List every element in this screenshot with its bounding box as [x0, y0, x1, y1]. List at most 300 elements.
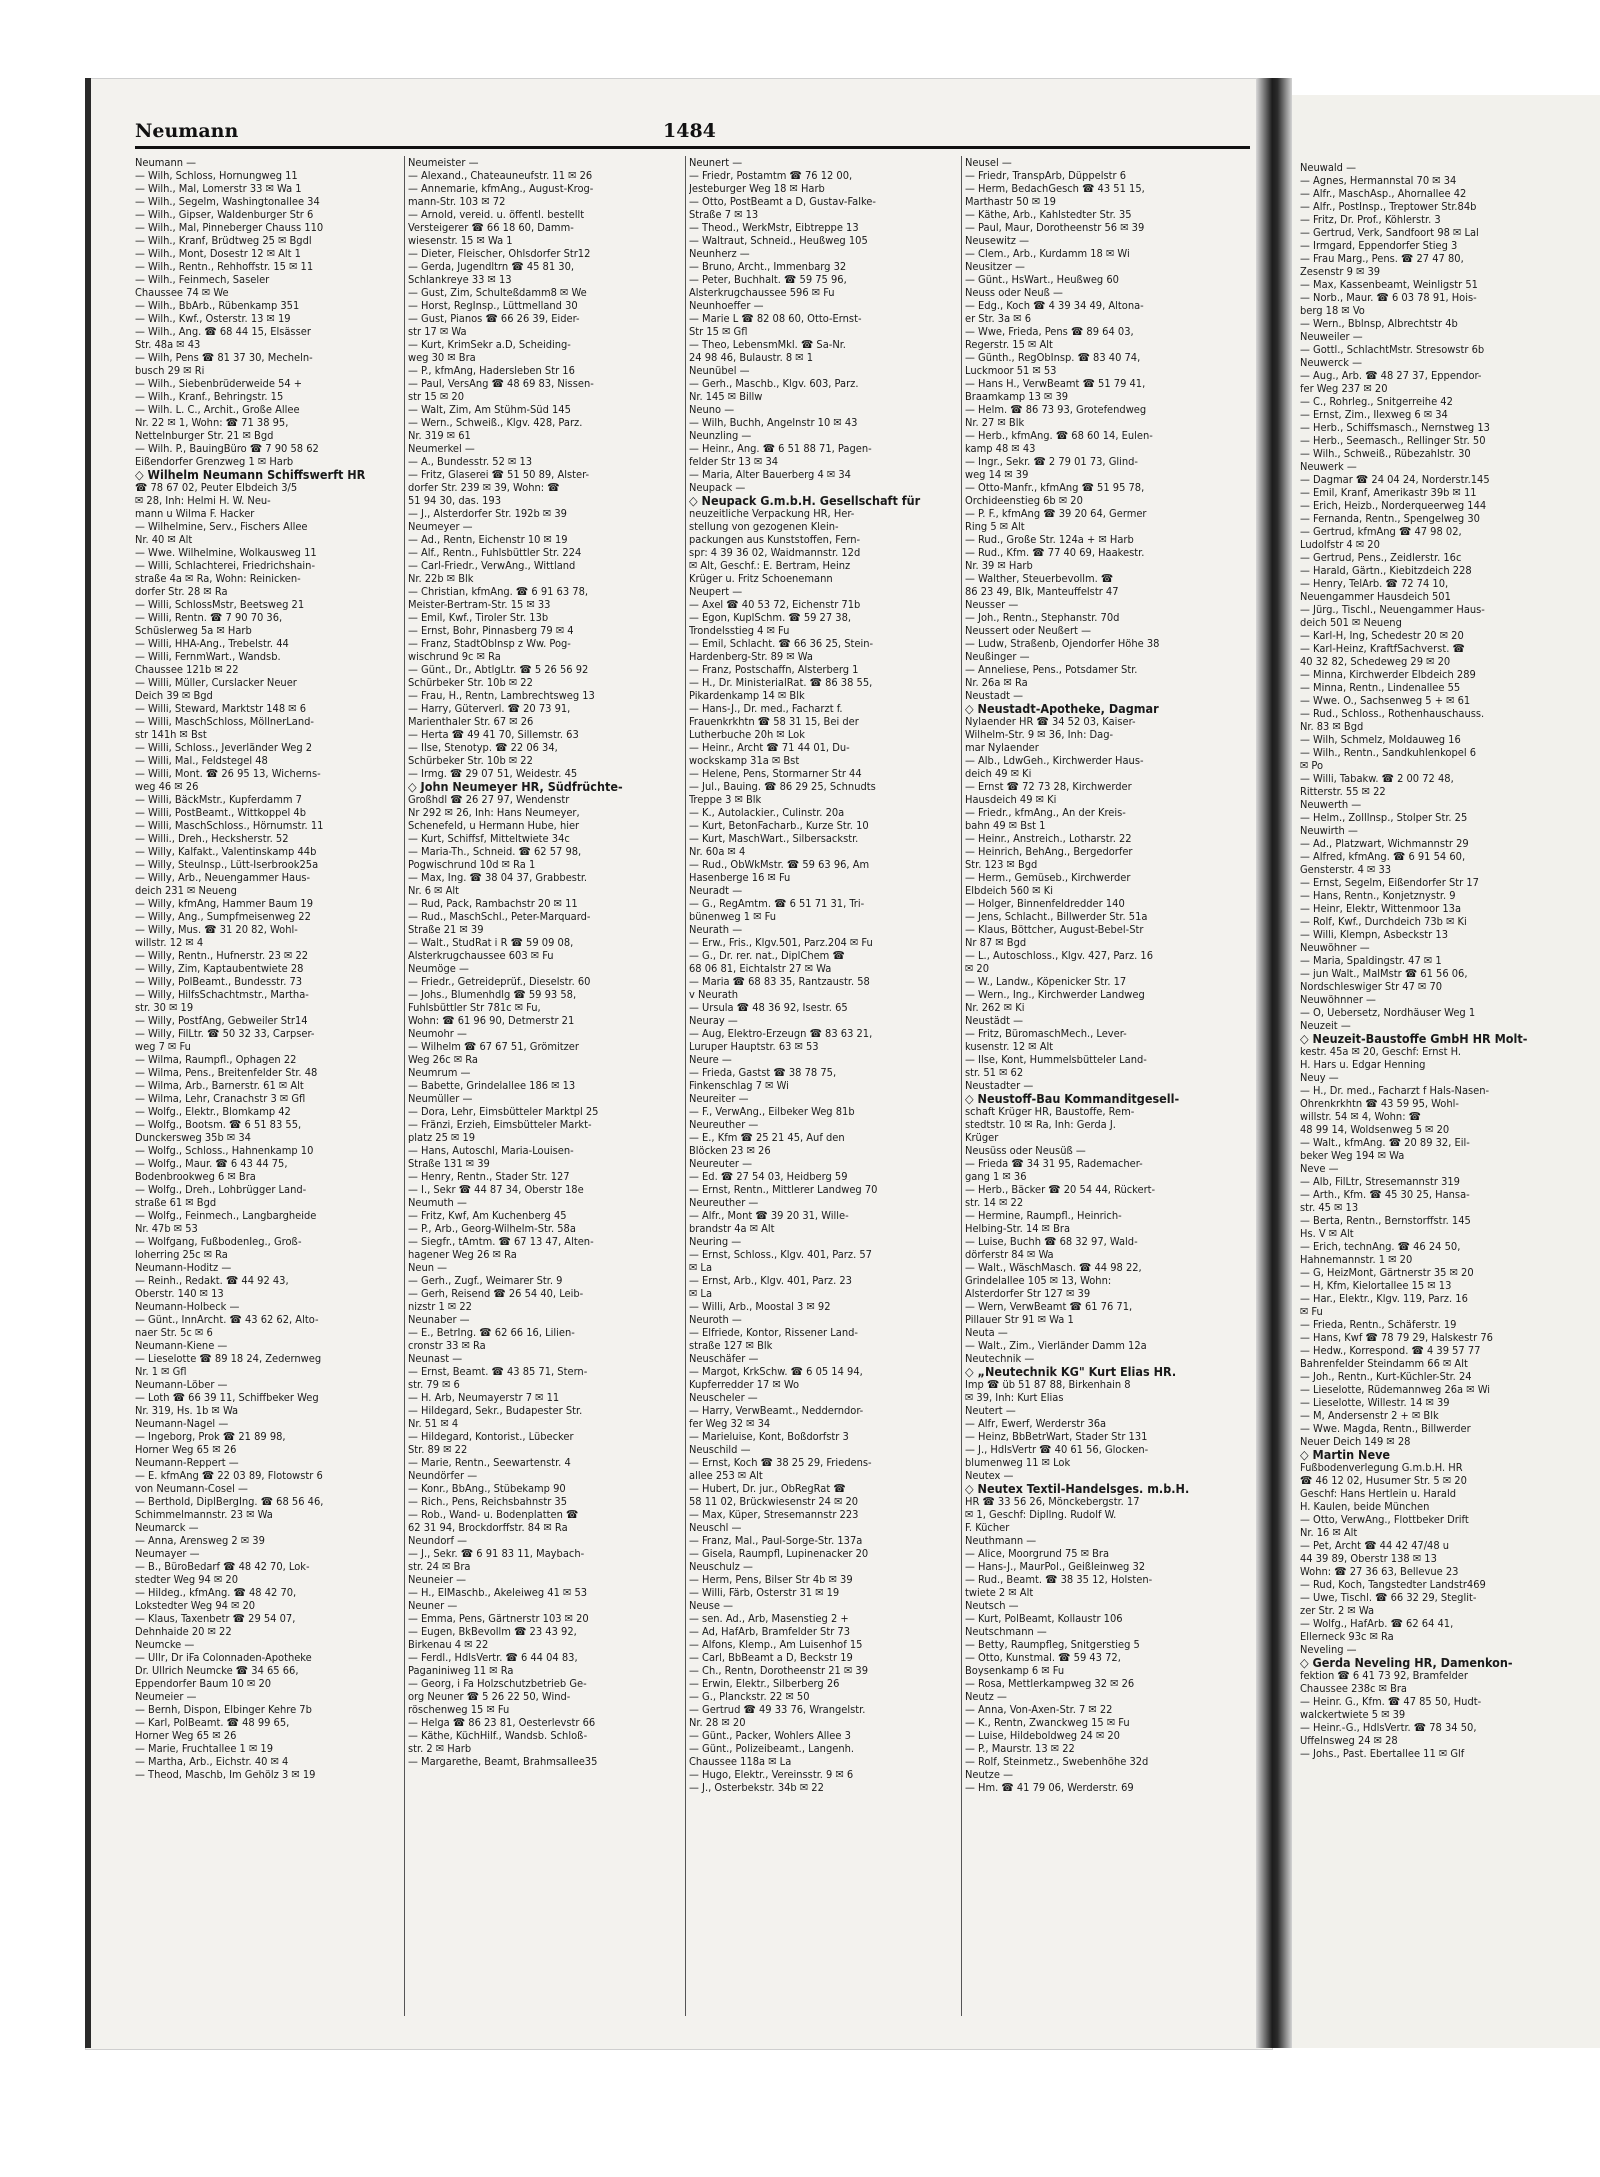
- directory-entry-line: — Erwin, Elektr., Silberberg 26: [689, 1677, 840, 1690]
- directory-entry-line: — Herb., Schiffsmasch., Nernstweg 13: [1300, 421, 1490, 434]
- directory-entry-line: Neuring —: [689, 1235, 742, 1248]
- directory-entry-line: Neureuther —: [689, 1196, 759, 1209]
- directory-entry-line: — Anna, Von-Axen-Str. 7 ✉ 22: [965, 1703, 1113, 1716]
- directory-entry-line: Nr. 6 ✉ Alt: [408, 884, 460, 897]
- header-surname: Neumann: [135, 120, 239, 142]
- directory-entry-line: — Karl, PolBeamt. ☎ 48 99 65,: [135, 1716, 290, 1729]
- directory-entry-line: — Maria, Alter Bauerberg 4 ✉ 34: [689, 468, 851, 481]
- directory-entry-line: — Kurt, BetonFacharb., Kurze Str. 10: [689, 819, 869, 832]
- directory-entry-line: Neumann-Holbeck —: [135, 1300, 240, 1313]
- directory-entry-line: — Wern., Ing., Kirchwerder Landweg: [965, 988, 1145, 1001]
- directory-entry-line: str. 30 ✉ 19: [135, 1001, 194, 1014]
- directory-entry-line: Neuwöhner —: [1300, 941, 1370, 954]
- directory-entry-line: — G., RegAmtm. ☎ 6 51 71 31, Tri-: [689, 897, 865, 910]
- directory-entry-line: — Margot, KrkSchw. ☎ 6 05 14 94,: [689, 1365, 863, 1378]
- directory-entry-line: — Otto, PostBeamt a D, Gustav-Falke-: [689, 195, 876, 208]
- directory-entry-line: — Wolfg., Elektr., Blomkamp 42: [135, 1105, 291, 1118]
- directory-entry-line: Boysenkamp 6 ✉ Fu: [965, 1664, 1065, 1677]
- directory-entry-line: — Carl, BbBeamt a D, Beckstr 19: [689, 1651, 853, 1664]
- directory-entry-line: Ohrenkrkhtn ☎ 43 59 95, Wohl-: [1300, 1097, 1459, 1110]
- directory-entry-line: cronstr 33 ✉ Ra: [408, 1339, 486, 1352]
- directory-entry-line: Lokstedter Weg 94 ✉ 20: [135, 1599, 256, 1612]
- directory-entry-line: — Walt., StudRat i R ☎ 59 09 08,: [408, 936, 574, 949]
- directory-entry-line: Neuwirth —: [1300, 824, 1358, 837]
- directory-entry-line: — Wilma, Raumpfl., Ophagen 22: [135, 1053, 297, 1066]
- directory-entry-line: — Willy, FilLtr. ☎ 50 32 33, Carpser-: [135, 1027, 315, 1040]
- directory-entry-line: — Alfr., PostInsp., Treptower Str.84b: [1300, 200, 1477, 213]
- directory-entry-line: Hausdeich 49 ✉ Ki: [965, 793, 1057, 806]
- directory-entry-line: Neustadt —: [965, 689, 1024, 702]
- directory-entry-line: Chaussee 238c ✉ Bra: [1300, 1682, 1407, 1695]
- directory-entry-line: Bodenbrookweg 6 ✉ Bra: [135, 1170, 256, 1183]
- directory-entry-line: Neunzling —: [689, 429, 752, 442]
- directory-entry-line: — I., Sekr ☎ 44 87 34, Oberstr 18e: [408, 1183, 584, 1196]
- directory-entry-line: straße 4a ✉ Ra, Wohn: Reinicken-: [135, 572, 301, 585]
- directory-entry-line: — Ernst, Koch ☎ 38 25 29, Friedens-: [689, 1456, 872, 1469]
- directory-entry-line: Neuse —: [689, 1599, 734, 1612]
- directory-entry-line: — Wilh., BbArb., Rübenkamp 351: [135, 299, 300, 312]
- directory-entry-line: — Ernst, Bohr, Pinnasberg 79 ✉ 4: [408, 624, 574, 637]
- directory-entry-line: Neumrum —: [408, 1066, 471, 1079]
- directory-entry-line: — Herta ☎ 49 41 70, Sillemstr. 63: [408, 728, 579, 741]
- directory-entry-line: — Marie, Fruchtallee 1 ✉ 19: [135, 1742, 274, 1755]
- directory-entry-line: — Maria-Th., Schneid. ☎ 62 57 98,: [408, 845, 582, 858]
- adjacent-page-column: [1300, 161, 1592, 2041]
- directory-entry-line: ◇ Neupack G.m.b.H. Gesellschaft für: [689, 494, 921, 507]
- directory-entry-line: Schürbeker Str. 10b ✉ 22: [408, 754, 533, 767]
- directory-entry-line: stedtstr. 10 ✉ Ra, Inh: Gerda J.: [965, 1118, 1116, 1131]
- directory-entry-line: Neumann-Hoditz —: [135, 1261, 232, 1274]
- directory-entry-line: Neutert —: [965, 1404, 1016, 1417]
- directory-entry-line: ✉ 20: [965, 962, 990, 975]
- directory-entry-line: — Günt., Packer, Wohlers Allee 3: [689, 1729, 851, 1742]
- directory-entry-line: — Hans-J., MaurPol., Geißleinweg 32: [965, 1560, 1146, 1573]
- directory-entry-line: — Ad., Platzwart, Wichmannstr 29: [1300, 837, 1469, 850]
- directory-entry-line: — Frieda, Rentn., Schäferstr. 19: [1300, 1318, 1457, 1331]
- directory-entry-line: Hs. V ✉ Alt: [1300, 1227, 1354, 1240]
- directory-entry-line: Neumeyer —: [408, 520, 473, 533]
- directory-entry-line: ◇ John Neumeyer HR, Südfrüchte-: [408, 780, 623, 793]
- directory-entry-line: — Wilh., Mal, Pinneberger Chauss 110: [135, 221, 324, 234]
- directory-entry-line: — G., Dr. rer. nat., DiplChem ☎: [689, 949, 845, 962]
- directory-entry-line: — Herb., Bäcker ☎ 20 54 44, Rückert-: [965, 1183, 1156, 1196]
- directory-entry-line: Neun —: [408, 1261, 448, 1274]
- directory-entry-line: Zesenstr 9 ✉ 39: [1300, 265, 1381, 278]
- directory-entry-line: Neuy —: [1300, 1071, 1339, 1084]
- book-binding: [1256, 78, 1292, 2048]
- directory-entry-line: Neutsch —: [965, 1599, 1019, 1612]
- directory-entry-line: — Ernst ☎ 72 73 28, Kirchwerder: [965, 780, 1132, 793]
- directory-entry-line: brandstr 4a ✉ Alt: [689, 1222, 775, 1235]
- directory-entry-line: Fuhlsbüttler Str 781c ✉ Fu,: [408, 1001, 541, 1014]
- directory-entry-line: Neumerkel —: [408, 442, 475, 455]
- directory-entry-line: — Berta, Rentn., Bernstorffstr. 145: [1300, 1214, 1471, 1227]
- directory-entry-line: — Max, Ing. ☎ 38 04 37, Grabbestr.: [408, 871, 588, 884]
- directory-entry-line: — Frau Marg., Pens. ☎ 27 47 80,: [1300, 252, 1464, 265]
- directory-entry-line: — Johs., Past. Ebertallee 11 ✉ Glf: [1300, 1747, 1465, 1760]
- directory-entry-line: Neumann-Nagel —: [135, 1417, 229, 1430]
- directory-entry-line: — Lieselotte, Willestr. 14 ✉ 39: [1300, 1396, 1450, 1409]
- directory-entry-line: — Wilh., Segelm, Washingtonallee 34: [135, 195, 320, 208]
- directory-entry-line: — Gerh., Zugf., Weimarer Str. 9: [408, 1274, 563, 1287]
- directory-entry-line: Neunaber —: [408, 1313, 470, 1326]
- directory-entry-line: — Friedr, TranspArb, Düppelstr 6: [965, 169, 1126, 182]
- directory-entry-line: — H., Dr. MinisterialRat. ☎ 86 38 55,: [689, 676, 873, 689]
- directory-entry-line: — Clem., Arb., Kurdamm 18 ✉ Wi: [965, 247, 1130, 260]
- directory-entry-line: — Hedw., Korrespond. ☎ 4 39 57 77: [1300, 1344, 1481, 1357]
- directory-entry-line: Schimmelmannstr. 23 ✉ Wa: [135, 1508, 273, 1521]
- directory-entry-line: Neumarck —: [135, 1521, 199, 1534]
- directory-entry-line: str. 45 ✉ 13: [1300, 1201, 1359, 1214]
- directory-entry-line: Alsterdorfer Str 127 ✉ 39: [965, 1287, 1091, 1300]
- directory-entry-line: — Eugen, BkBevollm ☎ 23 43 92,: [408, 1625, 577, 1638]
- directory-entry-line: — Ilse, Stenotyp. ☎ 22 06 34,: [408, 741, 558, 754]
- directory-entry-line: ✉ 28, Inh: Helmi H. W. Neu-: [135, 494, 271, 507]
- directory-entry-line: — Loth ☎ 66 39 11, Schiffbeker Weg: [135, 1391, 319, 1404]
- directory-entry-line: — Betty, Raumpfleg, Snitgerstieg 5: [965, 1638, 1140, 1651]
- directory-entry-line: mann-Str. 103 ✉ 72: [408, 195, 506, 208]
- directory-entry-line: Lutherbuche 20h ✉ Lok: [689, 728, 805, 741]
- directory-entry-line: — Willi, Schlachterei, Friedrichshain-: [135, 559, 316, 572]
- directory-entry-line: — Günth., RegObInsp. ☎ 83 40 74,: [965, 351, 1141, 364]
- directory-entry-line: Nr. 40 ✉ Alt: [135, 533, 193, 546]
- directory-entry-line: Hahnemannstr. 1 ✉ 20: [1300, 1253, 1413, 1266]
- directory-entry-line: — Willi, Klempn, Asbeckstr 13: [1300, 928, 1448, 941]
- directory-entry-line: Gensterstr. 4 ✉ 33: [1300, 863, 1392, 876]
- directory-entry-line: Finkenschlag 7 ✉ Wi: [689, 1079, 789, 1092]
- directory-entry-line: ◇ „Neutechnik KG" Kurt Elias HR.: [965, 1365, 1177, 1378]
- directory-entry-line: Straße 7 ✉ 13: [689, 208, 759, 221]
- directory-entry-line: — Waltraut, Schneid., Heußweg 105: [689, 234, 868, 247]
- directory-entry-line: — Friedr., Getreideprüf., Dieselstr. 60: [408, 975, 591, 988]
- directory-entry-line: Neumohr —: [408, 1027, 467, 1040]
- directory-entry-line: — Norb., Maur. ☎ 6 03 78 91, Hois-: [1300, 291, 1477, 304]
- directory-entry-line: Neuss oder Neuß —: [965, 286, 1063, 299]
- directory-entry-line: — Henry, Rentn., Stader Str. 127: [408, 1170, 570, 1183]
- directory-entry-line: — Georg, i Fa Holzschutzbetrieb Ge-: [408, 1677, 587, 1690]
- directory-entry-line: — Heinr.-G., HdlsVertr. ☎ 78 34 50,: [1300, 1721, 1477, 1734]
- directory-entry-line: Schlankreye 33 ✉ 13: [408, 273, 512, 286]
- directory-entry-line: fer Weg 32 ✉ 34: [689, 1417, 771, 1430]
- directory-entry-line: gang 1 ✉ 36: [965, 1170, 1027, 1183]
- directory-entry-line: — Käthe, Arb., Kahlstedter Str. 35: [965, 208, 1132, 221]
- directory-entry-line: Neuengammer Hausdeich 501: [1300, 590, 1451, 603]
- page-header: [135, 120, 1245, 146]
- directory-entry-line: allee 253 ✉ Alt: [689, 1469, 763, 1482]
- directory-entry-line: — Heinr. G., Kfm. ☎ 47 85 50, Hudt-: [1300, 1695, 1482, 1708]
- directory-entry-line: straße 127 ✉ Blk: [689, 1339, 773, 1352]
- directory-entry-line: — Gerh., Maschb., Klgv. 603, Parz.: [689, 377, 859, 390]
- directory-entry-line: — Hans, Kwf ☎ 78 79 29, Halskestr 76: [1300, 1331, 1493, 1344]
- directory-entry-line: — Heinz, BbBetrWart, Stader Str 131: [965, 1430, 1148, 1443]
- directory-entry-line: — J., Sekr. ☎ 6 91 83 11, Maybach-: [408, 1547, 585, 1560]
- directory-entry-line: — Gertrud, kfmAng ☎ 47 98 02,: [1300, 525, 1462, 538]
- directory-entry-line: — Holger, Binnenfeldredder 140: [965, 897, 1125, 910]
- directory-entry-line: — Lieselotte, Rüdemannweg 26a ✉ Wi: [1300, 1383, 1490, 1396]
- directory-entry-line: Nr. 28 ✉ 20: [689, 1716, 746, 1729]
- directory-entry-line: — Margarethe, Beamt, Brahmsallee35: [408, 1755, 598, 1768]
- directory-entry-line: — Wilh, Buchh, Angelnstr 10 ✉ 43: [689, 416, 858, 429]
- directory-entry-line: ☎ 78 67 02, Peuter Elbdeich 3/5: [135, 481, 298, 494]
- directory-entry-line: — Kurt, KrimSekr a.D, Scheiding-: [408, 338, 571, 351]
- directory-entry-line: Nr. 319, Hs. 1b ✉ Wa: [135, 1404, 239, 1417]
- directory-entry-line: — Franz, StadtOblnsp z Ww. Pog-: [408, 637, 571, 650]
- directory-entry-line: stellung von gezogenen Klein-: [689, 520, 839, 533]
- directory-entry-line: Krüger: [965, 1131, 999, 1144]
- directory-entry-line: Hardenberg-Str. 89 ✉ Wa: [689, 650, 813, 663]
- directory-entry-line: — Willy, Arb., Neuengammer Haus-: [135, 871, 311, 884]
- directory-entry-line: — P., Arb., Georg-Wilhelm-Str. 58a: [408, 1222, 576, 1235]
- directory-entry-line: Oberstr. 140 ✉ 13: [135, 1287, 224, 1300]
- directory-entry-line: — Helga ☎ 86 23 81, Oesterlevstr 66: [408, 1716, 596, 1729]
- directory-entry-line: — Siegfr., tAmtm. ☎ 67 13 47, Alten-: [408, 1235, 594, 1248]
- directory-entry-line: Neuscheler —: [689, 1391, 758, 1404]
- directory-entry-line: — Willi, SchlossMstr, Beetsweg 21: [135, 598, 305, 611]
- directory-entry-line: — Gisela, Raumpfl, Lupinenacker 20: [689, 1547, 869, 1560]
- directory-entry-line: ◇ Neustadt-Apotheke, Dagmar: [965, 702, 1159, 715]
- directory-entry-line: Nylaender HR ☎ 34 52 03, Kaiser-: [965, 715, 1136, 728]
- directory-entry-line: Versteigerer ☎ 66 18 60, Damm-: [408, 221, 574, 234]
- directory-entry-line: mar Nylaender: [965, 741, 1039, 754]
- directory-entry-line: 58 11 02, Brückwiesenstr 24 ✉ 20: [689, 1495, 859, 1508]
- directory-entry-line: stedter Weg 94 ✉ 20: [135, 1573, 239, 1586]
- directory-entry-line: Neumuth —: [408, 1196, 467, 1209]
- directory-entry-line: Wilhelm-Str. 9 ✉ 36, Inh: Dag-: [965, 728, 1114, 741]
- directory-entry-line: Neureuter —: [689, 1157, 753, 1170]
- directory-entry-line: — Walt., kfmAng. ☎ 20 89 32, Eil-: [1300, 1136, 1470, 1149]
- directory-entry-line: — M, Andersenstr 2 + ✉ Blk: [1300, 1409, 1439, 1422]
- directory-entry-line: — Alexand., Chateauneufstr. 11 ✉ 26: [408, 169, 593, 182]
- directory-entry-line: — H., ElMaschb., Akeleiweg 41 ✉ 53: [408, 1586, 588, 1599]
- directory-entry-line: — Otto, VerwAng., Flottbeker Drift: [1300, 1513, 1469, 1526]
- directory-entry-line: — Aug., Arb. ☎ 48 27 37, Eppendor-: [1300, 369, 1482, 382]
- directory-entry-line: kestr. 45a ✉ 20, Geschf: Ernst H.: [1300, 1045, 1462, 1058]
- directory-entry-line: — Rud., ObWkMstr. ☎ 59 63 96, Am: [689, 858, 870, 871]
- directory-entry-line: — Max, Küper, Stresemannstr 223: [689, 1508, 859, 1521]
- directory-entry-line: — Gust, Zim, Schulteßdamm8 ✉ We: [408, 286, 587, 299]
- directory-entry-line: — Alfons, Klemp., Am Luisenhof 15: [689, 1638, 863, 1651]
- directory-entry-line: Nr. 27 ✉ Blk: [965, 416, 1025, 429]
- directory-entry-line: v Neurath: [689, 988, 739, 1001]
- directory-entry-line: — Harry, VerwBeamt., Nedderndor-: [689, 1404, 864, 1417]
- directory-entry-line: Schürbeker Str. 10b ✉ 22: [408, 676, 533, 689]
- directory-entry-line: — Fernanda, Rentn., Spengelweg 30: [1300, 512, 1480, 525]
- directory-entry-line: Birkenau 4 ✉ 22: [408, 1638, 489, 1651]
- directory-entry-line: Chaussee 121b ✉ 22: [135, 663, 239, 676]
- directory-entry-line: — Max, Kassenbeamt, Weinligstr 51: [1300, 278, 1478, 291]
- directory-entry-line: — Wilh., Kwf., Osterstr. 13 ✉ 19: [135, 312, 291, 325]
- directory-entry-line: — Ludw, Straßenb, Ojendorfer Höhe 38: [965, 637, 1160, 650]
- directory-entry-line: Wohn: ☎ 27 36 63, Bellevue 23: [1300, 1565, 1459, 1578]
- directory-entry-line: — Ferdl., HdlsVertr. ☎ 6 44 04 83,: [408, 1651, 578, 1664]
- directory-entry-line: Horner Weg 65 ✉ 26: [135, 1729, 237, 1742]
- directory-entry-line: — Paul, VersAng ☎ 48 69 83, Nissen-: [408, 377, 594, 390]
- directory-entry-line: — Willy, kfmAng, Hammer Baum 19: [135, 897, 314, 910]
- directory-entry-line: Eppendorfer Baum 10 ✉ 20: [135, 1677, 272, 1690]
- directory-entry-line: Neuschäfer —: [689, 1352, 759, 1365]
- directory-entry-line: — Willi, BäckMstr., Kupferdamm 7: [135, 793, 302, 806]
- directory-entry-line: Neumcke —: [135, 1638, 195, 1651]
- directory-entry-line: — Friedr, Postamtm ☎ 76 12 00,: [689, 169, 853, 182]
- directory-entry-line: Neureiter —: [689, 1092, 749, 1105]
- directory-entry-line: packungen aus Kunststoffen, Fern-: [689, 533, 861, 546]
- directory-entry-line: — Wilh., Gipser, Waldenburger Str 6: [135, 208, 314, 221]
- directory-entry-line: — Willy, Ang., Sumpfmeisenweg 22: [135, 910, 311, 923]
- directory-entry-line: willstr. 54 ✉ 4, Wohn: ☎: [1300, 1110, 1422, 1123]
- directory-entry-line: Kupferredder 17 ✉ Wo: [689, 1378, 800, 1391]
- directory-entry-line: weg 14 ✉ 39: [965, 468, 1029, 481]
- directory-entry-line: — Alfr, Ewerf, Werderstr 36a: [965, 1417, 1107, 1430]
- directory-entry-line: str 17 ✉ Wa: [408, 325, 467, 338]
- directory-entry-line: — Dagmar ☎ 24 04 24, Norderstr.145: [1300, 473, 1490, 486]
- directory-entry-line: — Ch., Rentn, Dorotheenstr 21 ✉ 39: [689, 1664, 868, 1677]
- directory-entry-line: — Willi, Rentn. ☎ 7 90 70 36,: [135, 611, 283, 624]
- directory-entry-line: — Bruno, Archt., Immenbarg 32: [689, 260, 847, 273]
- directory-entry-line: Neunhoeffer —: [689, 299, 764, 312]
- directory-entry-line: Weg 26c ✉ Ra: [408, 1053, 478, 1066]
- directory-entry-line: Dehnhaide 20 ✉ 22: [135, 1625, 232, 1638]
- directory-entry-line: 24 98 46, Bulaustr. 8 ✉ 1: [689, 351, 814, 364]
- directory-entry-line: — Heinrich, BehAng., Bergedorfer: [965, 845, 1133, 858]
- directory-entry-line: Nr. 16 ✉ Alt: [1300, 1526, 1358, 1539]
- directory-entry-line: fer Weg 237 ✉ 20: [1300, 382, 1388, 395]
- directory-entry-line: mann u Wilma F. Hacker: [135, 507, 255, 520]
- directory-entry-line: Nr. 1 ✉ Gfl: [135, 1365, 187, 1378]
- directory-entry-line: deich 49 ✉ Ki: [965, 767, 1032, 780]
- directory-entry-line: — Wilh, Schloss, Hornungweg 11: [135, 169, 298, 182]
- directory-entry-line: ◇ Neutex Textil-Handelsges. m.b.H.: [965, 1482, 1190, 1495]
- directory-entry-line: Neuwöhnner —: [1300, 993, 1376, 1006]
- directory-entry-line: — Wilh., Kranf., Behringstr. 15: [135, 390, 284, 403]
- directory-entry-line: — Günt., Dr., AbtlgLtr. ☎ 5 26 56 92: [408, 663, 589, 676]
- directory-entry-line: Nr 87 ✉ Bgd: [965, 936, 1027, 949]
- directory-entry-line: Neuschl —: [689, 1521, 742, 1534]
- directory-entry-line: — Franz, Mal., Paul-Sorge-Str. 137a: [689, 1534, 863, 1547]
- directory-entry-line: Regerstr. 15 ✉ Alt: [965, 338, 1053, 351]
- directory-entry-line: — Wilh., Siebenbrüderweide 54 +: [135, 377, 303, 390]
- directory-entry-line: — Walt., Zim., Vierländer Damm 12a: [965, 1339, 1147, 1352]
- directory-entry-line: — H. Arb, Neumayerstr 7 ✉ 11: [408, 1391, 560, 1404]
- directory-entry-line: fektion ☎ 6 41 73 92, Bramfelder: [1300, 1669, 1468, 1682]
- directory-entry-line: — Wolfg., Feinmech., Langbargheide: [135, 1209, 317, 1222]
- directory-entry-line: str. 79 ✉ 6: [408, 1378, 460, 1391]
- directory-entry-line: weg 30 ✉ Bra: [408, 351, 476, 364]
- directory-entry-line: — Herm., Gemüseb., Kirchwerder: [965, 871, 1131, 884]
- directory-entry-line: bahn 49 ✉ Bst 1: [965, 819, 1046, 832]
- directory-entry-line: — Alfr., MaschAsp., Ahornallee 42: [1300, 187, 1467, 200]
- directory-entry-line: Luruper Hauptstr. 63 ✉ 53: [689, 1040, 819, 1053]
- directory-entry-line: Pogwischrund 10d ✉ Ra 1: [408, 858, 536, 871]
- directory-entry-line: Schenefeld, u Hermann Hube, hier: [408, 819, 580, 832]
- directory-entry-line: — Willi, MaschSchloss., Hörnumstr. 11: [135, 819, 324, 832]
- directory-entry-line: Neumann-Kiene —: [135, 1339, 228, 1352]
- directory-entry-line: — E., Kfm ☎ 25 21 45, Auf den: [689, 1131, 845, 1144]
- directory-entry-line: — Ernst, Rentn., Mittlerer Landweg 70: [689, 1183, 878, 1196]
- directory-entry-line: — Wilh. P., BauingBüro ☎ 7 90 58 62: [135, 442, 319, 455]
- directory-entry-line: — Klaus, Taxenbetr ☎ 29 54 07,: [135, 1612, 296, 1625]
- directory-entry-line: Neupert —: [689, 585, 743, 598]
- column-divider: [685, 156, 686, 2016]
- directory-entry-line: — Fritz, BüromaschMech., Lever-: [965, 1027, 1127, 1040]
- directory-entry-line: — Berthold, DiplBergIng. ☎ 68 56 46,: [135, 1495, 324, 1508]
- directory-entry-line: ✉ Fu: [1300, 1305, 1323, 1318]
- directory-entry-line: — Luise, Hildeboldweg 24 ✉ 20: [965, 1729, 1120, 1742]
- directory-entry-line: — H., Dr. med., Facharzt f Hals-Nasen-: [1300, 1084, 1490, 1097]
- directory-entry-line: Uffelnsweg 24 ✉ 28: [1300, 1734, 1398, 1747]
- directory-entry-line: — Wilh. L. C., Archit., Große Allee: [135, 403, 300, 416]
- directory-entry-line: — Ingeborg, Prok ☎ 21 89 98,: [135, 1430, 286, 1443]
- directory-entry-line: str. 14 ✉ 22: [965, 1196, 1024, 1209]
- directory-entry-line: — Bernh, Dispon, Elbinger Kehre 7b: [135, 1703, 312, 1716]
- directory-entry-line: Neutex —: [965, 1469, 1014, 1482]
- directory-entry-line: — Klaus, Böttcher, August-Bebel-Str: [965, 923, 1144, 936]
- column-divider: [961, 156, 962, 2016]
- directory-entry-line: — Herm, BedachGesch ☎ 43 51 15,: [965, 182, 1145, 195]
- directory-entry-line: von Neumann-Cosel —: [135, 1482, 248, 1495]
- directory-entry-line: Neustädt —: [965, 1014, 1024, 1027]
- directory-entry-line: Chaussee 74 ✉ We: [135, 286, 229, 299]
- directory-entry-line: willstr. 12 ✉ 4: [135, 936, 204, 949]
- directory-entry-line: — Erich, Heizb., Norderqueerweg 144: [1300, 499, 1487, 512]
- directory-entry-line: Neusüss oder Neusüß —: [965, 1144, 1086, 1157]
- directory-entry-line: — Annemarie, kfmAng., August-Krog-: [408, 182, 594, 195]
- directory-entry-line: — Wwe. Magda, Rentn., Billwerder: [1300, 1422, 1471, 1435]
- directory-entry-line: berg 18 ✉ Vo: [1300, 304, 1365, 317]
- directory-entry-line: — Horst, RegInsp., Lüttmelland 30: [408, 299, 578, 312]
- directory-entry-line: — Helm., Zolllnsp., Stolper Str. 25: [1300, 811, 1468, 824]
- directory-entry-line: — Otto-Manfr., kfmAng ☎ 51 95 78,: [965, 481, 1145, 494]
- directory-entry-line: — Aug, Elektro-Erzeugn ☎ 83 63 21,: [689, 1027, 873, 1040]
- directory-entry-line: — E. kfmAng ☎ 22 03 89, Flotowstr 6: [135, 1469, 323, 1482]
- directory-entry-line: Neusser —: [965, 598, 1019, 611]
- directory-entry-line: spr: 4 39 36 02, Waidmannstr. 12d: [689, 546, 861, 559]
- directory-entry-line: — Wern., Schweiß., Klgv. 428, Parz.: [408, 416, 583, 429]
- directory-entry-line: — Willi, Arb., Moostal 3 ✉ 92: [689, 1300, 831, 1313]
- directory-entry-line: Paganiniweg 11 ✉ Ra: [408, 1664, 514, 1677]
- directory-entry-line: dörferstr 84 ✉ Wa: [965, 1248, 1054, 1261]
- directory-entry-line: Hasenberge 16 ✉ Fu: [689, 871, 791, 884]
- directory-entry-line: 48 99 14, Woldsenweg 5 ✉ 20: [1300, 1123, 1450, 1136]
- directory-entry-line: — Christian, kfmAng. ☎ 6 91 63 78,: [408, 585, 589, 598]
- directory-entry-line: — Emil, Schlacht. ☎ 66 36 25, Stein-: [689, 637, 874, 650]
- directory-entry-line: Pikardenkamp 14 ✉ Blk: [689, 689, 805, 702]
- directory-entry-line: Neuschild —: [689, 1443, 751, 1456]
- directory-entry-line: str 141h ✉ Bst: [135, 728, 207, 741]
- directory-entry-line: Braamkamp 13 ✉ 39: [965, 390, 1069, 403]
- directory-entry-line: beker Weg 194 ✉ Wa: [1300, 1149, 1405, 1162]
- directory-entry-line: — Luise, Buchh ☎ 68 32 97, Wald-: [965, 1235, 1138, 1248]
- directory-entry-line: Neumöge —: [408, 962, 469, 975]
- directory-entry-line: — Rich., Pens, Reichsbahnstr 35: [408, 1495, 568, 1508]
- directory-entry-line: Marthastr 50 ✉ 19: [965, 195, 1056, 208]
- directory-entry-line: — Ernst, Beamt. ☎ 43 85 71, Stern-: [408, 1365, 588, 1378]
- directory-entry-line: Nr. 83 ✉ Bgd: [1300, 720, 1364, 733]
- directory-entry-line: — Rolf, Steinmetz., Swebenhöhe 32d: [965, 1755, 1149, 1768]
- directory-entry-line: Geschf: Hans Hertlein u. Harald: [1300, 1487, 1456, 1500]
- directory-entry-line: Neumeister —: [408, 156, 479, 169]
- directory-entry-line: Nr. 262 ✉ Ki: [965, 1001, 1025, 1014]
- directory-entry-line: Orchideenstieg 6b ✉ 20: [965, 494, 1083, 507]
- directory-entry-line: — Willi, Mont. ☎ 26 95 13, Wicherns-: [135, 767, 321, 780]
- directory-entry-line: Nr. 22 ✉ 1, Wohn: ☎ 71 38 95,: [135, 416, 289, 429]
- directory-entry-line: — Franz, Postschaffn, Alsterberg 1: [689, 663, 859, 676]
- directory-entry-line: — Helene, Pens, Stormarner Str 44: [689, 767, 862, 780]
- directory-entry-line: — Wilhelm ☎ 67 67 51, Grömitzer: [408, 1040, 579, 1053]
- directory-entry-line: loherring 25c ✉ Ra: [135, 1248, 228, 1261]
- directory-entry-line: — Willi, Mal., Feldstegel 48: [135, 754, 268, 767]
- directory-entry-line: — Frieda ☎ 34 31 95, Rademacher-: [965, 1157, 1143, 1170]
- directory-entry-line: — Wilh, Schmelz, Moldauweg 16: [1300, 733, 1461, 746]
